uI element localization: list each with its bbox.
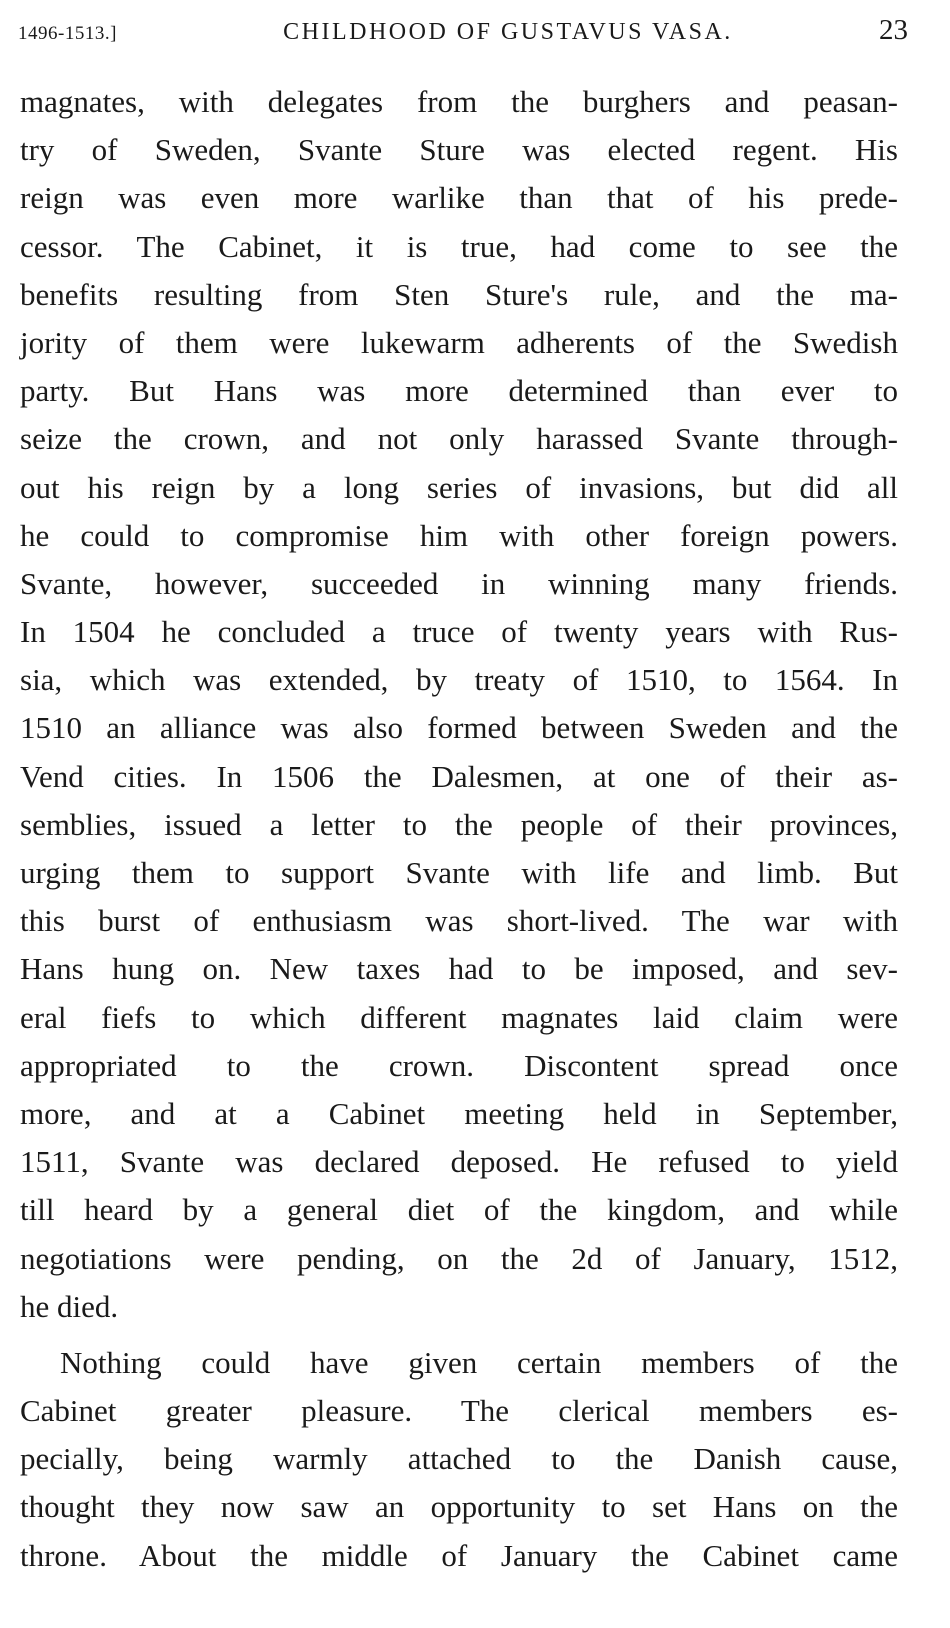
text-line: negotiations were pending, on the 2d of January, 1512, <box>20 1240 898 1276</box>
text-line: appropriated to the crown. Discontent spread once <box>20 1047 898 1083</box>
text-line: Hans hung on. New taxes had to be imposed, and sev- <box>20 951 898 987</box>
text-line: urging them to support Svante with life and limb. But <box>20 855 898 890</box>
paragraph-gap <box>20 1331 898 1339</box>
text-line: thought they now saw an opportunity to set Hans on the <box>20 1489 898 1525</box>
header-date-range: 1496-1513.] <box>18 23 117 44</box>
text-line: reign was even more warlike than that of his prede- <box>20 180 898 216</box>
text-line: more, and at a Cabinet meeting held in September, <box>20 1095 898 1131</box>
text-line: Cabinet greater pleasure. The clerical members es- <box>20 1393 898 1429</box>
text-line: try of Sweden, Svante Sture was elected regent. His <box>20 132 898 168</box>
text-line: In 1504 he concluded a truce of twenty years with Rus- <box>20 614 898 650</box>
text-line: he could to compromise him with other foreign powers. <box>20 517 898 553</box>
text-line: pecially, being warmly attached to the Danish cause, <box>20 1441 898 1477</box>
text-line: out his reign by a long series of invasions, but did all <box>20 469 898 505</box>
text-line: cessor. The Cabinet, it is true, had come to see the <box>20 228 898 264</box>
text-line: Nothing could have given certain members of the <box>60 1344 898 1380</box>
text-line: seize the crown, and not only harassed Svante through- <box>20 421 898 457</box>
paragraph <box>20 1339 898 1580</box>
text-line: this burst of enthusiasm was short-lived. The war with <box>20 903 898 939</box>
text-line: Svante, however, succeeded in winning many friends. <box>20 565 898 601</box>
text-line: jority of them were lukewarm adherents of the Swedish <box>20 324 898 360</box>
running-header <box>18 14 908 54</box>
text-line: Vend cities. In 1506 the Dalesmen, at one of their as- <box>20 758 898 794</box>
text-line: till heard by a general diet of the kingdom, and while <box>20 1192 898 1228</box>
text-line: benefits resulting from Sten Sture's rule, and the ma- <box>20 276 898 312</box>
text-line: semblies, issued a letter to the people of their provinces, <box>20 806 898 842</box>
body-text <box>20 78 898 1580</box>
header-chapter-title: CHILDHOOD OF GUSTAVUS VASA. <box>283 19 733 45</box>
paragraph <box>20 78 898 1331</box>
text-line: 1511, Svante was declared deposed. He refused to yield <box>20 1144 898 1180</box>
page-number: 23 <box>879 14 908 46</box>
text-line: eral fiefs to which different magnates laid claim were <box>20 999 898 1035</box>
text-line: 1510 an alliance was also formed between Sweden and the <box>20 710 898 746</box>
text-line: throne. About the middle of January the Cabinet came <box>20 1537 898 1573</box>
text-line: party. But Hans was more determined than ever to <box>20 373 898 409</box>
text-line: he died. <box>20 1288 119 1324</box>
text-line: magnates, with delegates from the burghers and peasan- <box>20 84 898 119</box>
text-line: sia, which was extended, by treaty of 1510, to 1564. In <box>20 662 898 698</box>
